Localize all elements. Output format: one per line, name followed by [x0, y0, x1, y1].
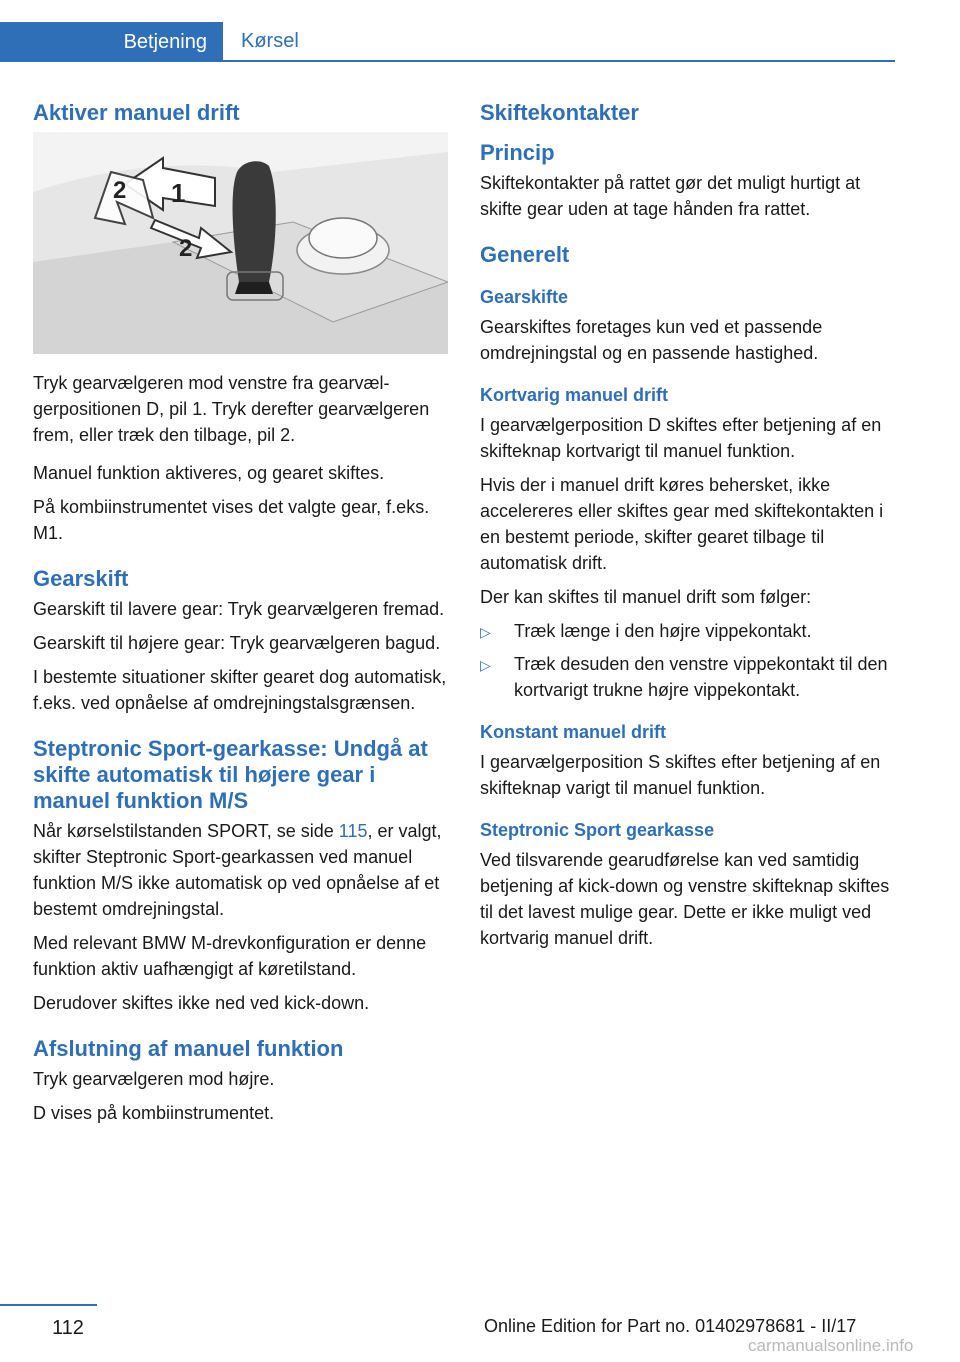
tab-betjening[interactable]: Betjening — [0, 22, 223, 62]
paragraph-sport-part2: , er valgt, skifter Steptronic Sport-gearkassen ved manuel funktion M/S ikke automatisk op ved opnåelse af et bestemt omdrejningstal. — [33, 821, 442, 919]
list-item-text: Træk desuden den venstre vippekontakt til den kortvarigt trukne højre vippekontakt. — [514, 654, 888, 700]
heading-end-manual: Afslutning af manuel funktion — [33, 1036, 344, 1061]
paragraph-kickdown: Derudover skiftes ikke ned ved kick-down. — [33, 993, 370, 1013]
paragraph-sport-part1: Når kørselstilstanden SPORT, se side — [33, 821, 339, 841]
paragraph-konstant: I gearvælgerposition S skiftes efter betjening af en skifteknap varigt til manuel funktion. — [480, 752, 881, 798]
heading-gearskifte: Gearskifte — [480, 287, 569, 307]
gear-selector-illustration — [33, 132, 448, 354]
heading-skiftekontakter: Skiftekontakter — [480, 100, 639, 125]
arrow-2-label-lower: 2 — [179, 235, 193, 262]
footer-rule — [0, 1304, 97, 1306]
paragraph-bmw-m: Med relevant BMW M-drevkonfiguration er denne funktion aktiv uafhængigt af køretilstand. — [33, 933, 427, 979]
paragraph-lower-gear: Gearskift til lavere gear: Tryk gearvælgeren fremad. — [33, 599, 445, 619]
paragraph-auto-shift: I bestemte situationer skifter gearet dog automatisk, f.eks. ved opnåelse af omdrejningstalsgrænsen. — [33, 667, 447, 713]
page-number: 112 — [52, 1317, 84, 1339]
header-tab-bar — [0, 22, 895, 62]
paragraph-activated: Manuel funktion aktiveres, og gearet skiftes. — [33, 463, 385, 483]
edition-note: Online Edition for Part no. 01402978681 - II/17 — [484, 1316, 857, 1336]
paragraph-sport — [33, 818, 448, 922]
heading-kortvarig: Kortvarig manuel drift — [480, 385, 669, 405]
paragraph-steptronic: Ved tilsvarende gearudførelse kan ved samtidig betjening af kick-down og venstre skifteknap skiftes til det lavest mulige gear. Dette er ikke muligt ved kortvarig manuel drift. — [480, 850, 890, 948]
paragraph-gearskifte: Gearskiftes foretages kun ved et passende omdrejningstal og en passende hastighed. — [480, 317, 823, 363]
heading-princip: Princip — [480, 140, 555, 165]
heading-gearskift: Gearskift — [33, 566, 129, 591]
heading-generelt: Generelt — [480, 242, 570, 267]
tab-korsel[interactable]: Kørsel — [241, 29, 299, 52]
paragraph-display: På kombiinstrumentet vises det valgte gear, f.eks. M1. — [33, 497, 430, 543]
page-reference-link[interactable]: 115 — [338, 821, 368, 841]
list-item-text: Træk længe i den højre vippekontakt. — [514, 621, 812, 641]
paragraph-kortvarig-2: Hvis der i manuel drift køres behersket, ikke accelereres eller skiftes gear med skiftekontakten i en bestemt periode, skifter gearet tilbage til automatisk drift. — [480, 475, 884, 573]
arrow-2-label-upper: 2 — [113, 177, 127, 204]
list-item — [480, 618, 895, 645]
paragraph-princip: Skiftekontakter på rattet gør det muligt hurtigt at skifte gear uden at tage hånden fra rattet. — [480, 173, 861, 219]
triangle-bullet-icon: ▷ — [480, 657, 491, 673]
paragraph-end-2: D vises på kombiinstrumentet. — [33, 1103, 275, 1123]
watermark-text: carmanualsonline.info — [748, 1336, 914, 1355]
bullet-list — [480, 618, 895, 703]
heading-activate-manual: Aktiver manuel drift — [33, 100, 240, 125]
left-column — [33, 100, 448, 1134]
heading-steptronic-gearkasse: Steptronic Sport gearkasse — [480, 820, 715, 840]
paragraph-end-1: Tryk gearvælgeren mod højre. — [33, 1069, 275, 1089]
right-column — [480, 100, 895, 959]
triangle-bullet-icon: ▷ — [480, 624, 491, 640]
arrow-1-label: 1 — [171, 178, 186, 208]
paragraph-higher-gear: Gearskift til højere gear: Tryk gearvælgeren bagud. — [33, 633, 441, 653]
paragraph-kortvarig-1: I gearvælgerposition D skiftes efter betjening af en skifteknap kortvarigt til manuel funktion. — [480, 415, 882, 461]
paragraph-activate: Tryk gearvælgeren mod venstre fra gearvælgerpositionen D, pil 1. Tryk derefter gearvælgeren frem, eller træk den tilbage, pil 2. — [33, 373, 430, 445]
list-item — [480, 651, 895, 703]
paragraph-kortvarig-3: Der kan skiftes til manuel drift som følger: — [480, 587, 812, 607]
heading-konstant: Konstant manuel drift — [480, 722, 667, 742]
heading-steptronic-sport: Steptronic Sport-gearkasse: Undgå at skifte automatisk til højere gear i manuel funktion M/S — [33, 736, 428, 813]
